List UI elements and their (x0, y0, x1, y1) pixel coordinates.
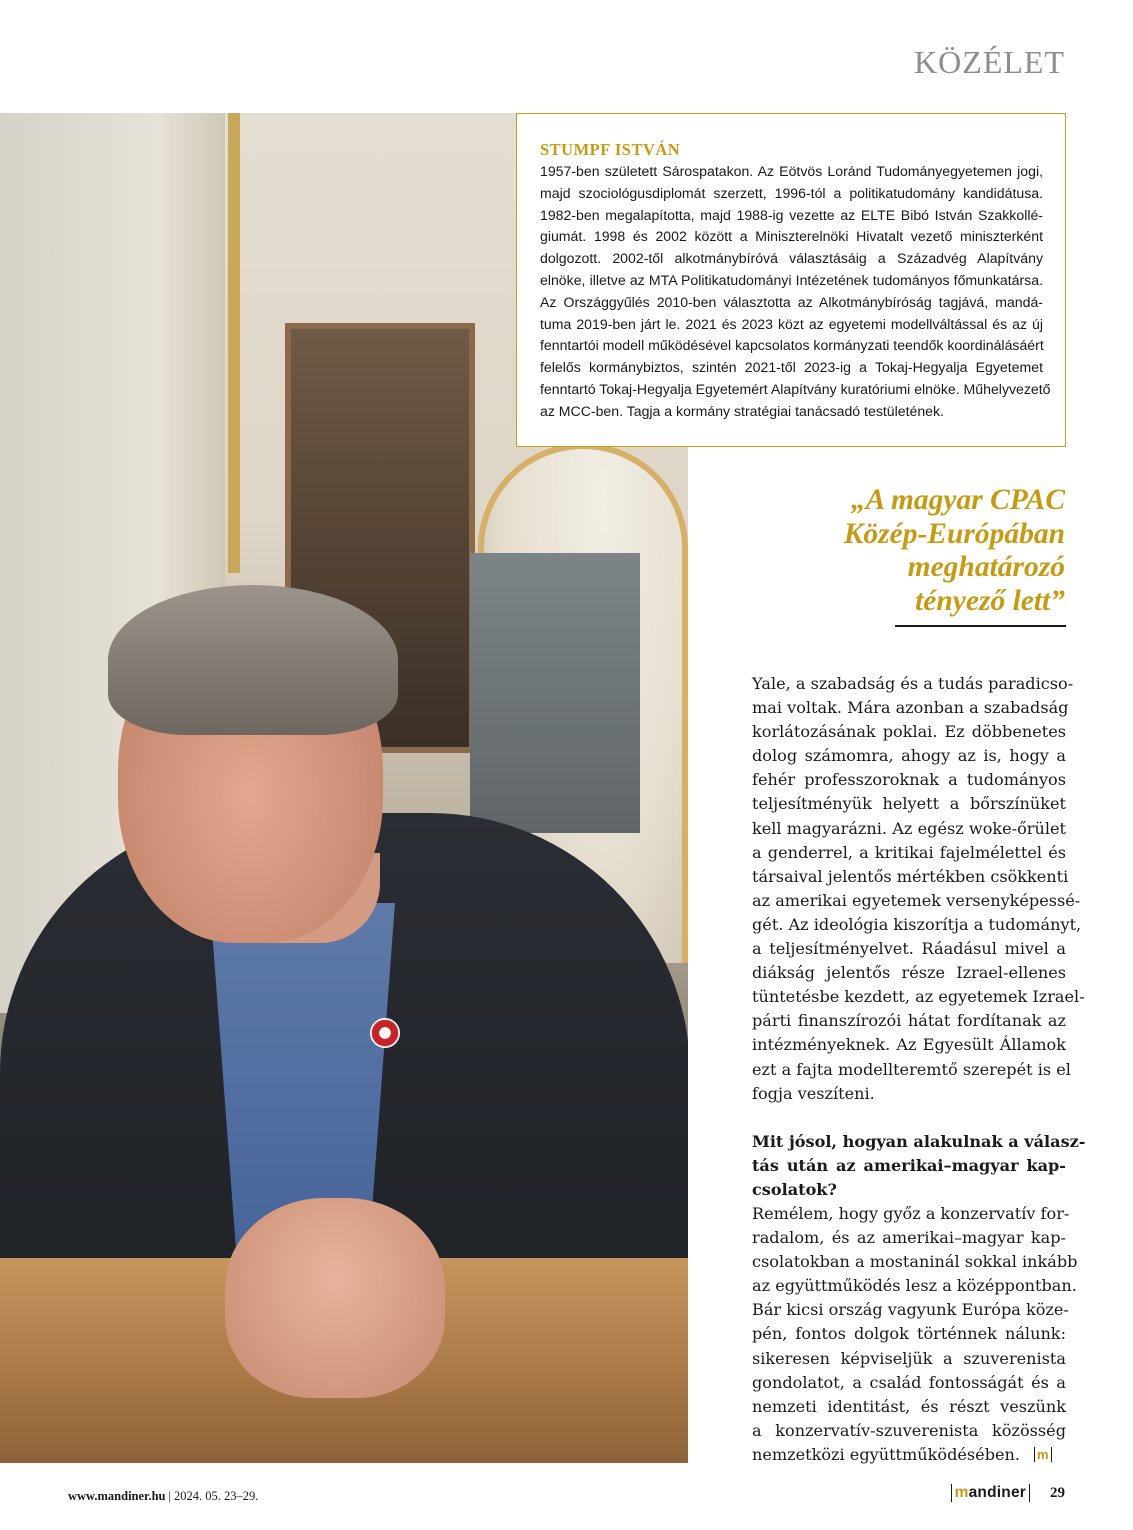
text-line-last (752, 1443, 1066, 1467)
text-line: az amerikai egyetemek versenyképessé- (752, 890, 1081, 910)
text-line: fehér professzoroknak a tudományos (752, 770, 1066, 790)
bio-line: Az Országgyűlés 2010-ben választotta az Alkotmánybíróság tagjává, mandá- (540, 293, 1043, 310)
text-line: a genderrel, a kritikai fajelmélettel és (752, 842, 1066, 862)
text-line: diákság jelentős része Izrael-ellenes (752, 963, 1066, 983)
text-line: a konzervatív-szuverenista közösség (752, 1420, 1066, 1440)
pull-quote (765, 484, 1065, 618)
bio-line: fenntartói modell működésével kapcsolatos kormányzati teendők koordinálásáért (540, 337, 1044, 354)
text-line: gondolatot, a család fontosságát és a (752, 1372, 1066, 1392)
bio-line: 1982-ben megalapította, majd 1988-ig vezette az ELTE Bibó István Szakkollé- (540, 206, 1043, 223)
footer-right (951, 1484, 1065, 1502)
question-line: tás után az amerikai–magyar kap- (752, 1155, 1066, 1175)
question-line: Mit jósol, hogyan alakulnak a válasz- (752, 1131, 1086, 1151)
footer-left (68, 1489, 258, 1504)
text-line: kell magyarázni. Az egész woke-őrület (752, 818, 1066, 838)
text-line: mai voltak. Mára azonban a szabadság (752, 698, 1069, 718)
bio-line: az MCC-ben. Tagja a kormány stratégiai tanácsadó testületének. (540, 402, 944, 419)
brand-logo-m: m (954, 1484, 969, 1501)
text-line: a teljesítményelvet. Ráadásul mivel a (752, 939, 1066, 959)
paragraph-1 (752, 672, 1085, 1106)
bio-line: fenntartó Tokaj-Hegyalja Egyetemért Alapítvány kuratóriumi elnöke. Műhelyvezető (540, 380, 1051, 397)
footer-website: www.mandiner.hu (68, 1489, 166, 1503)
end-mark-icon: m (1034, 1447, 1052, 1462)
page-number: 29 (1050, 1484, 1065, 1501)
article-body (752, 672, 1086, 1467)
text-line: pén, fontos dolgok történnek nálunk: (752, 1324, 1066, 1344)
brand-logo-rest: andiner (968, 1484, 1026, 1501)
pull-quote-line: meghatározó (907, 551, 1065, 583)
text-line: nemzeti identitást, és részt veszünk (752, 1396, 1066, 1416)
bio-name: STUMPF ISTVÁN (540, 140, 681, 159)
text-line: Remélem, hogy győz a konzervatív for- (752, 1203, 1070, 1223)
brand-logo (951, 1484, 1030, 1502)
bio-box (516, 113, 1066, 447)
text-line: Bár kicsi ország vagyunk Európa köze- (752, 1300, 1069, 1320)
text-line: tüntetésbe kezdett, az egyetemek Izrael- (752, 987, 1085, 1007)
bio-line: giumát. 1998 és 2002 között a Miniszterelnöki Hivatalt vezető miniszterként (540, 228, 1043, 245)
bio-text (540, 161, 1051, 423)
paragraph-2 (752, 1202, 1078, 1467)
text-line: csolatokban a mostaninál sokkal inkább (752, 1252, 1078, 1272)
section-label: KÖZÉLET (914, 44, 1065, 80)
text-line: gét. Az ideológia kiszorítja a tudományt, (752, 914, 1082, 934)
quote-divider (895, 625, 1066, 627)
bio-line: tuma 2019-ben járt le. 2021 és 2023 közt az egyetemi modellváltással és az új (540, 315, 1043, 332)
text-line: ezt a fajta modellteremtő szerepét is el (752, 1059, 1071, 1079)
text-line: korlátozásának poklai. Ez döbbenetes (752, 722, 1066, 742)
question-line: csolatok? (752, 1179, 837, 1199)
bio-line: 1957-ben született Sárospatakon. Az Eötvös Loránd Tudományegyetemen jogi, (540, 163, 1043, 179)
text-line: társaival jelentős mértékben csökkenti (752, 866, 1069, 886)
bio-line: majd szociológusdiplomát szerzett, 1996-tól a politikatudomány kandidátusa. (540, 184, 1043, 201)
text-line: az együttműködés lesz a középpontban. (752, 1276, 1077, 1296)
text-line: radalom, és az amerikai–magyar kap- (752, 1228, 1066, 1248)
bio-line: dolgozott. 2002-től alkotmánybíróvá választásáig a Századvég Alapítvány (540, 250, 1043, 267)
bio-line: elnöke, illetve az MTA Politikatudományi Intézetének tudományos főmunkatársa. (540, 271, 1043, 288)
text-line: Yale, a szabadság és a tudás paradicso- (752, 674, 1074, 693)
lapel-pin-icon (370, 1018, 400, 1048)
pull-quote-line: „A magyar CPAC (850, 484, 1065, 516)
pull-quote-line: Közép-Európában (843, 517, 1065, 550)
text-line: párti finanszírozói hátat fordítanak az (752, 1011, 1066, 1031)
text-line: sikeresen képviseljük a szuverenista (752, 1348, 1066, 1368)
pull-quote-line: tényező lett” (915, 584, 1065, 617)
text-line: fogja veszíteni. (752, 1083, 875, 1103)
footer-separator: | (168, 1489, 172, 1503)
footer-date: 2024. 05. 23–29. (174, 1489, 259, 1503)
bio-line: felelős kormánybiztos, szintén 2021-től 2023-ig a Tokaj-Hegyalja Egyetemet (540, 359, 1043, 376)
text-line: teljesítményük helyett a bőrszínüket (752, 794, 1066, 814)
interview-question (752, 1130, 1086, 1202)
last-line-text: nemzetközi együttműködésében. (752, 1444, 1021, 1464)
text-line: intézményeknek. Az Egyesült Államok (752, 1035, 1066, 1055)
text-line: dolog számomra, ahogy az is, hogy a (752, 746, 1066, 766)
